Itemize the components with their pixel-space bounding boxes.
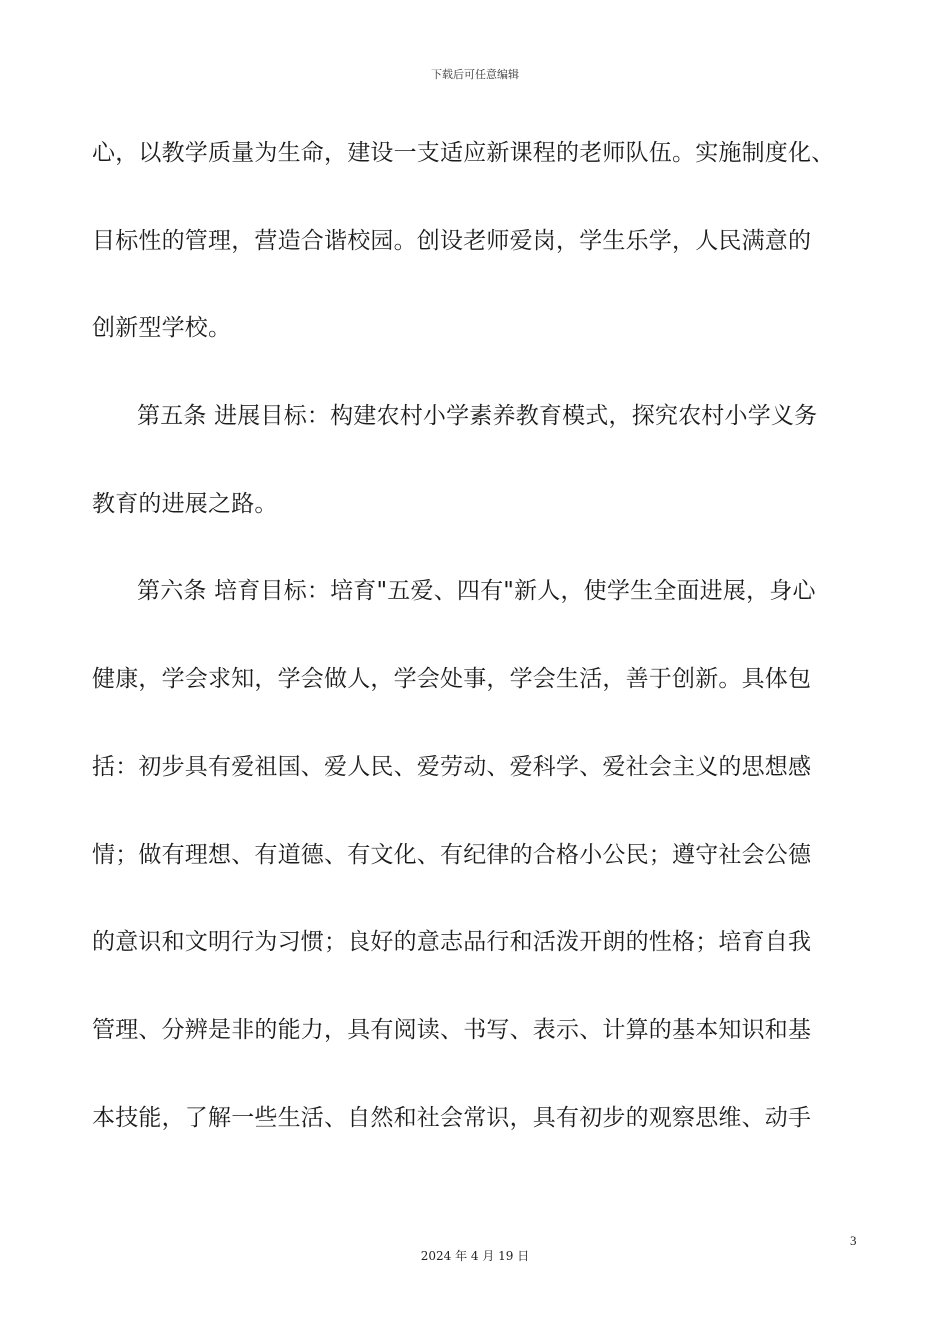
text-line-2: 目标性的管理，营造合谐校园。创设老师爱岗，学生乐学，人民满意的 — [92, 227, 812, 254]
page-footer-date: 2024 年 4 月 19 日 — [420, 1249, 530, 1263]
text-line-7: 健康，学会求知，学会做人，学会处事，学会生活，善于创新。具体包 — [92, 666, 812, 693]
page-number: 3 — [850, 1233, 857, 1248]
text-line-11: 管理、分辨是非的能力，具有阅读、书写、表示、计算的基本知识和基 — [92, 1016, 812, 1043]
text-line-6: 第六条 培育目标：培育"五爱、四有"新人，使学生全面进展，身心 — [137, 578, 816, 605]
text-line-4: 第五条 进展目标：构建农村小学素养教育模式，探究农村小学义务 — [137, 403, 818, 430]
text-line-12: 本技能，了解一些生活、自然和社会常识，具有初步的观察思维、动手 — [92, 1104, 812, 1131]
page-header: 下载后可任意编辑 — [431, 68, 519, 81]
text-line-8: 括：初步具有爱祖国、爱人民、爱劳动、爱科学、爱社会主义的思想感 — [92, 753, 812, 780]
text-line-1: 心，以教学质量为生命，建设一支适应新课程的老师队伍。实施制度化、 — [92, 140, 835, 166]
text-line-3: 创新型学校。 — [92, 315, 232, 342]
text-line-9: 情；做有理想、有道德、有文化、有纪律的合格小公民；遵守社会公德 — [92, 841, 812, 868]
body-text — [92, 130, 872, 1182]
text-line-10: 的意识和文明行为习惯；良好的意志品行和活泼开朗的性格；培育自我 — [92, 929, 812, 956]
text-line-5: 教育的进展之路。 — [92, 490, 278, 517]
